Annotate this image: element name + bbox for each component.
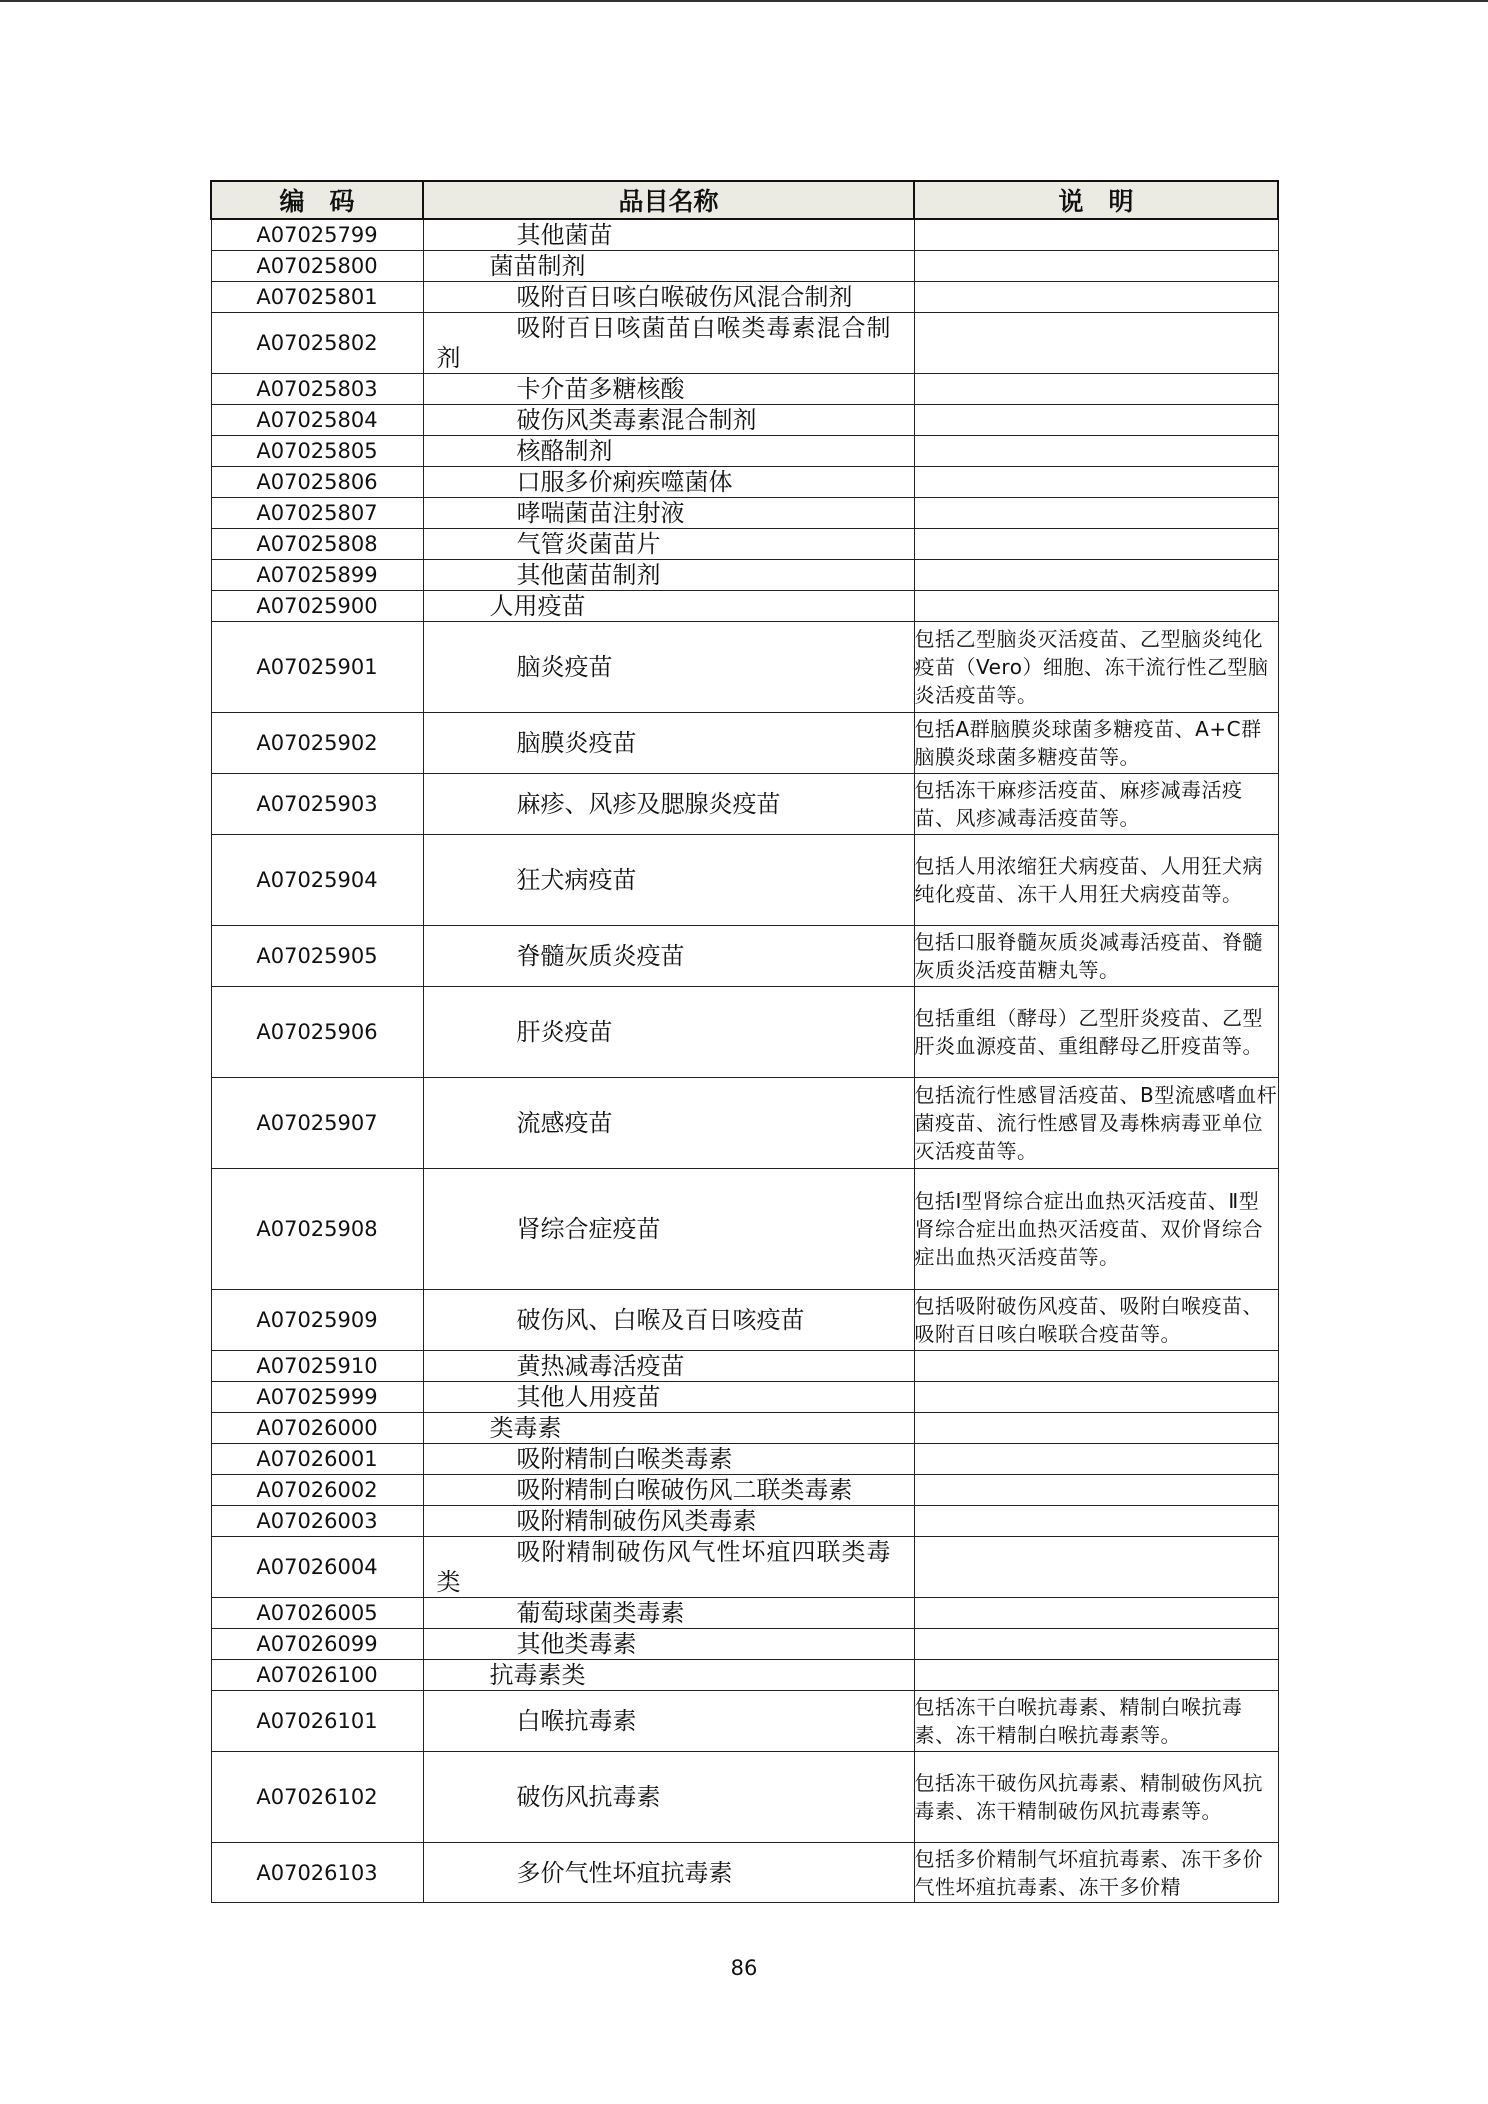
row-name: 卡介苗多糖核酸 (516, 375, 685, 403)
table-row (211, 774, 1278, 835)
row-name: 吸附百日咳菌苗白喉类毒素混合制剂 (436, 314, 892, 372)
table-row (211, 1351, 1278, 1382)
row-name: 脑膜炎疫苗 (516, 729, 637, 757)
row-name-cell (423, 1691, 914, 1752)
header-row (211, 181, 1278, 219)
row-note (914, 498, 1278, 529)
row-note: 包括冻干破伤风抗毒素、精制破伤风抗毒素、冻干精制破伤风抗毒素等。 (914, 1752, 1278, 1843)
row-note (914, 1475, 1278, 1506)
table-row (211, 1660, 1278, 1691)
row-note: 包括多价精制气坏疽抗毒素、冻干多价气性坏疽抗毒素、冻干多价精 (914, 1843, 1278, 1903)
row-name-cell (423, 436, 914, 467)
row-name-cell (423, 251, 914, 282)
row-name-cell (423, 219, 914, 251)
table-row (211, 1413, 1278, 1444)
row-note: 包括人用浓缩狂犬病疫苗、人用狂犬病纯化疫苗、冻干人用狂犬病疫苗等。 (914, 835, 1278, 926)
table-row (211, 1475, 1278, 1506)
row-code: A07025906 (211, 987, 423, 1078)
page-number: 86 (730, 1956, 758, 1980)
row-code: A07026003 (211, 1506, 423, 1537)
row-name-cell (423, 1444, 914, 1475)
row-name: 葡萄球菌类毒素 (516, 1599, 685, 1627)
row-name: 流感疫苗 (516, 1109, 613, 1137)
row-name: 其他菌苗制剂 (516, 561, 661, 589)
table-row (211, 926, 1278, 987)
row-name-cell (423, 835, 914, 926)
table-row (211, 1629, 1278, 1660)
row-name: 肾综合症疫苗 (516, 1215, 661, 1243)
row-name-cell (423, 1660, 914, 1691)
table-row (211, 835, 1278, 926)
row-code: A07025903 (211, 774, 423, 835)
row-code: A07025909 (211, 1290, 423, 1351)
table-row (211, 987, 1278, 1078)
header-note: 说 明 (914, 181, 1278, 219)
row-name-cell (423, 1382, 914, 1413)
row-name: 黄热减毒活疫苗 (516, 1352, 685, 1380)
row-name-cell (423, 987, 914, 1078)
row-name-cell (423, 713, 914, 774)
row-name-cell (423, 622, 914, 713)
row-code: A07026099 (211, 1629, 423, 1660)
catalog-table (210, 180, 1279, 1903)
table-row (211, 1598, 1278, 1629)
row-note (914, 1506, 1278, 1537)
row-name: 吸附精制白喉破伤风二联类毒素 (516, 1476, 853, 1504)
row-name-cell (423, 1629, 914, 1660)
row-note (914, 282, 1278, 313)
table-row (211, 374, 1278, 405)
row-note: 包括冻干白喉抗毒素、精制白喉抗毒素、冻干精制白喉抗毒素等。 (914, 1691, 1278, 1752)
row-note (914, 467, 1278, 498)
row-note (914, 1598, 1278, 1629)
row-name-cell (423, 405, 914, 436)
row-note: 包括冻干麻疹活疫苗、麻疹减毒活疫苗、风疹减毒活疫苗等。 (914, 774, 1278, 835)
row-code: A07025808 (211, 529, 423, 560)
table-row (211, 591, 1278, 622)
table-row (211, 436, 1278, 467)
row-name-cell (423, 560, 914, 591)
row-code: A07025800 (211, 251, 423, 282)
table-row (211, 1752, 1278, 1843)
row-name: 其他人用疫苗 (516, 1383, 661, 1411)
table-row (211, 219, 1278, 251)
row-name-cell (423, 282, 914, 313)
table-row (211, 1537, 1278, 1598)
row-name: 白喉抗毒素 (516, 1707, 637, 1735)
row-name: 抗毒素类 (489, 1661, 586, 1689)
row-name: 其他类毒素 (516, 1630, 637, 1658)
row-note (914, 313, 1278, 374)
row-note (914, 591, 1278, 622)
row-name: 人用疫苗 (489, 592, 586, 620)
table-row (211, 1169, 1278, 1290)
catalog-body (211, 219, 1278, 1903)
row-code: A07025905 (211, 926, 423, 987)
row-name: 吸附精制破伤风气性坏疽四联类毒类 (436, 1538, 892, 1596)
table-row (211, 282, 1278, 313)
row-code: A07025804 (211, 405, 423, 436)
row-code: A07025910 (211, 1351, 423, 1382)
table-row (211, 1444, 1278, 1475)
row-name: 脑炎疫苗 (516, 653, 613, 681)
row-name-cell (423, 1506, 914, 1537)
row-name: 破伤风、白喉及百日咳疫苗 (516, 1306, 805, 1334)
row-code: A07025802 (211, 313, 423, 374)
row-name: 吸附精制破伤风类毒素 (516, 1507, 757, 1535)
row-name: 肝炎疫苗 (516, 1018, 613, 1046)
table-row (211, 405, 1278, 436)
row-name: 狂犬病疫苗 (516, 866, 637, 894)
row-note (914, 405, 1278, 436)
row-name-cell (423, 1843, 914, 1903)
row-code: A07026103 (211, 1843, 423, 1903)
table-row (211, 1843, 1278, 1903)
row-name-cell (423, 374, 914, 405)
row-name: 多价气性坏疽抗毒素 (516, 1858, 733, 1887)
row-note: 包括口服脊髓灰质炎减毒活疫苗、脊髓灰质炎活疫苗糖丸等。 (914, 926, 1278, 987)
row-note (914, 1660, 1278, 1691)
table-row (211, 251, 1278, 282)
table-row (211, 622, 1278, 713)
row-note (914, 251, 1278, 282)
row-note: 包括吸附破伤风疫苗、吸附白喉疫苗、吸附百日咳白喉联合疫苗等。 (914, 1290, 1278, 1351)
row-code: A07025799 (211, 219, 423, 251)
row-note (914, 1444, 1278, 1475)
row-name-cell (423, 1598, 914, 1629)
row-name-cell (423, 1413, 914, 1444)
row-note (914, 1537, 1278, 1598)
row-note (914, 529, 1278, 560)
row-note (914, 436, 1278, 467)
row-note (914, 1629, 1278, 1660)
row-name-cell (423, 313, 914, 374)
row-name-cell (423, 529, 914, 560)
row-code: A07025900 (211, 591, 423, 622)
row-code: A07026001 (211, 1444, 423, 1475)
table-row (211, 713, 1278, 774)
row-name-cell (423, 1078, 914, 1169)
row-name-cell (423, 1752, 914, 1843)
row-code: A07025807 (211, 498, 423, 529)
row-note (914, 1351, 1278, 1382)
row-note (914, 1413, 1278, 1444)
row-code: A07025901 (211, 622, 423, 713)
row-code: A07025908 (211, 1169, 423, 1290)
row-name-cell (423, 926, 914, 987)
row-name: 破伤风类毒素混合制剂 (516, 406, 757, 434)
row-code: A07025907 (211, 1078, 423, 1169)
row-name-cell (423, 1290, 914, 1351)
row-code: A07026000 (211, 1413, 423, 1444)
row-name: 类毒素 (489, 1414, 562, 1442)
row-code: A07026100 (211, 1660, 423, 1691)
row-code: A07025904 (211, 835, 423, 926)
row-code: A07026102 (211, 1752, 423, 1843)
row-name: 其他菌苗 (516, 221, 613, 249)
table-row (211, 1506, 1278, 1537)
row-note (914, 219, 1278, 251)
row-name-cell (423, 774, 914, 835)
row-name-cell (423, 467, 914, 498)
table-row (211, 498, 1278, 529)
row-code: A07025806 (211, 467, 423, 498)
row-note: 包括重组（酵母）乙型肝炎疫苗、乙型肝炎血源疫苗、重组酵母乙肝疫苗等。 (914, 987, 1278, 1078)
row-name: 吸附百日咳白喉破伤风混合制剂 (516, 283, 853, 311)
table-row (211, 1382, 1278, 1413)
table-row (211, 467, 1278, 498)
row-note (914, 374, 1278, 405)
row-code: A07026101 (211, 1691, 423, 1752)
row-note: 包括流行性感冒活疫苗、B型流感嗜血杆菌疫苗、流行性感冒及毒株病毒亚单位灭活疫苗等。 (914, 1078, 1278, 1169)
table-row (211, 1691, 1278, 1752)
row-name-cell (423, 498, 914, 529)
row-name-cell (423, 1475, 914, 1506)
row-note (914, 560, 1278, 591)
row-name-cell (423, 1169, 914, 1290)
row-name: 口服多价痢疾噬菌体 (516, 468, 733, 496)
row-name: 吸附精制白喉类毒素 (516, 1445, 733, 1473)
row-name-cell (423, 1537, 914, 1598)
row-note: 包括Ⅰ型肾综合症出血热灭活疫苗、Ⅱ型肾综合症出血热灭活疫苗、双价肾综合症出血热灭活疫苗等。 (914, 1169, 1278, 1290)
row-name: 菌苗制剂 (489, 252, 586, 280)
row-code: A07026005 (211, 1598, 423, 1629)
row-code: A07025801 (211, 282, 423, 313)
row-name: 气管炎菌苗片 (516, 530, 661, 558)
header-name: 品目名称 (423, 181, 914, 219)
top-border-line (0, 0, 1488, 2)
row-code: A07025902 (211, 713, 423, 774)
row-code: A07025803 (211, 374, 423, 405)
row-name-cell (423, 591, 914, 622)
row-name: 脊髓灰质炎疫苗 (516, 942, 685, 970)
table-row (211, 1078, 1278, 1169)
row-code: A07025805 (211, 436, 423, 467)
row-name: 破伤风抗毒素 (516, 1783, 661, 1811)
table-row (211, 529, 1278, 560)
row-code: A07025999 (211, 1382, 423, 1413)
row-code: A07025899 (211, 560, 423, 591)
row-note (914, 1382, 1278, 1413)
table-row (211, 560, 1278, 591)
row-code: A07026002 (211, 1475, 423, 1506)
table-row (211, 1290, 1278, 1351)
row-name: 哮喘菌苗注射液 (516, 499, 685, 527)
table-row (211, 313, 1278, 374)
row-note: 包括乙型脑炎灭活疫苗、乙型脑炎纯化疫苗（Vero）细胞、冻干流行性乙型脑炎活疫苗等。 (914, 622, 1278, 713)
row-name: 核酪制剂 (516, 437, 613, 465)
row-note: 包括A群脑膜炎球菌多糖疫苗、A+C群脑膜炎球菌多糖疫苗等。 (914, 713, 1278, 774)
row-name: 麻疹、风疹及腮腺炎疫苗 (516, 790, 781, 818)
header-code: 编 码 (211, 181, 423, 219)
row-name-cell (423, 1351, 914, 1382)
row-code: A07026004 (211, 1537, 423, 1598)
